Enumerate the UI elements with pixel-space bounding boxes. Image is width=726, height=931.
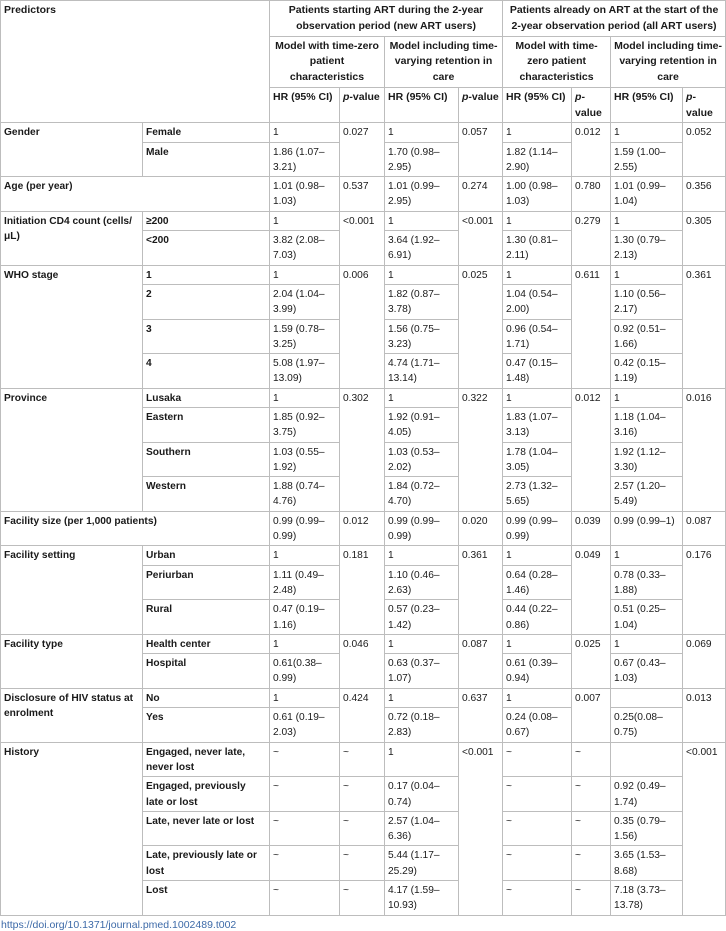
hr-cell: 0.61(0.38–0.99) [270, 654, 340, 689]
hr-cell: 3.64 (1.92–6.91) [385, 231, 459, 266]
hr-cell: 4.17 (1.59–10.93) [385, 881, 459, 916]
p-value-header: p-value [572, 87, 611, 123]
hr-cell: ~ [503, 846, 572, 881]
hr-cell: 1 [385, 388, 459, 407]
hr-cell: 1 [503, 688, 572, 707]
hr-cell: 1 [385, 211, 459, 230]
p-value-cell: 0.176 [683, 546, 726, 634]
p-value-cell: ~ [340, 777, 385, 812]
hr-cell: 0.17 (0.04–0.74) [385, 777, 459, 812]
hr-cell: 1 [270, 388, 340, 407]
predictor-cell: History [1, 742, 143, 915]
hr-cell: 0.51 (0.25–1.04) [611, 600, 683, 635]
category-cell: Female [143, 123, 270, 142]
hr-cell: 2.57 (1.20–5.49) [611, 477, 683, 512]
p-value-cell: ~ [572, 811, 611, 846]
hr-cell: 2.57 (1.04–6.36) [385, 811, 459, 846]
hr-cell: 1 [503, 546, 572, 565]
hr-cell: 1 [270, 546, 340, 565]
hr-cell: 1.83 (1.07–3.13) [503, 408, 572, 443]
p-value-cell: 0.012 [572, 123, 611, 177]
hr-cell: 0.72 (0.18–2.83) [385, 708, 459, 743]
predictor-cell: Initiation CD4 count (cells/μL) [1, 211, 143, 265]
hr-cell: 0.67 (0.43–1.03) [611, 654, 683, 689]
predictor-cell: Facility size (per 1,000 patients) [1, 511, 270, 546]
p-value-cell: 0.012 [340, 511, 385, 546]
table-row [1, 211, 726, 230]
category-cell: ≥200 [143, 211, 270, 230]
p-value-cell: 0.016 [683, 388, 726, 511]
hr-cell: 1.85 (0.92–3.75) [270, 408, 340, 443]
hr-cell: 1.59 (0.78–3.25) [270, 319, 340, 354]
hr-cell: 0.99 (0.99–0.99) [270, 511, 340, 546]
hr-cell: 0.47 (0.19–1.16) [270, 600, 340, 635]
hr-cell: 1 [270, 688, 340, 707]
category-cell: 3 [143, 319, 270, 354]
hr-cell: 1 [503, 265, 572, 284]
hr-cell: 1.11 (0.49–2.48) [270, 565, 340, 600]
p-value-cell: 0.027 [340, 123, 385, 177]
hr-cell: 1 [270, 211, 340, 230]
hr-cell: 1.86 (1.07–3.21) [270, 142, 340, 177]
hr-cell: 4.74 (1.71–13.14) [385, 354, 459, 389]
predictors-header: Predictors [1, 1, 270, 123]
hr-cell: 1.82 (1.14–2.90) [503, 142, 572, 177]
category-cell: Lusaka [143, 388, 270, 407]
hr-cell: 0.92 (0.49–1.74) [611, 777, 683, 812]
hr-cell: 1 [270, 123, 340, 142]
hr-header: HR (95% CI) [270, 87, 340, 123]
hr-cell: 1.88 (0.74–4.76) [270, 477, 340, 512]
hr-cell: 1.84 (0.72–4.70) [385, 477, 459, 512]
hr-cell: 1.10 (0.46–2.63) [385, 565, 459, 600]
hr-cell: 0.63 (0.37–1.07) [385, 654, 459, 689]
hr-cell: 1.30 (0.81–2.11) [503, 231, 572, 266]
hr-cell: 1 [611, 546, 683, 565]
hr-cell: 1 [385, 634, 459, 653]
p-value-cell: 0.087 [683, 511, 726, 546]
hr-cell: 0.57 (0.23–1.42) [385, 600, 459, 635]
p-value-cell: 0.424 [340, 688, 385, 742]
p-value-cell: ~ [340, 811, 385, 846]
p-value-cell: 0.057 [459, 123, 503, 177]
table-row [1, 742, 726, 777]
table-row [1, 388, 726, 407]
p-value-cell: ~ [340, 846, 385, 881]
p-value-cell: 0.361 [683, 265, 726, 388]
hr-cell: 0.61 (0.39–0.94) [503, 654, 572, 689]
category-cell: Rural [143, 600, 270, 635]
p-value-cell: <0.001 [459, 742, 503, 915]
p-value-header: p-value [459, 87, 503, 123]
hr-cell: 0.44 (0.22–0.86) [503, 600, 572, 635]
hr-cell [611, 742, 683, 777]
p-value-cell: 0.007 [572, 688, 611, 742]
p-value-cell: 0.361 [459, 546, 503, 634]
p-value-cell: 0.013 [683, 688, 726, 742]
hr-cell: 1.01 (0.98–1.03) [270, 177, 340, 212]
header-row-groups [1, 1, 726, 37]
p-value-cell: 0.025 [572, 634, 611, 688]
hr-cell: 1.01 (0.99–2.95) [385, 177, 459, 212]
hr-cell: 1 [270, 265, 340, 284]
hr-header: HR (95% CI) [503, 87, 572, 123]
hr-cell: 0.25(0.08–0.75) [611, 708, 683, 743]
p-value-cell: 0.039 [572, 511, 611, 546]
hr-cell: 1.18 (1.04–3.16) [611, 408, 683, 443]
hr-cell: 5.44 (1.17–25.29) [385, 846, 459, 881]
p-value-cell: 0.537 [340, 177, 385, 212]
p-value-cell: 0.305 [683, 211, 726, 265]
category-cell: 1 [143, 265, 270, 284]
p-value-cell: ~ [340, 742, 385, 777]
hr-cell: 1 [503, 123, 572, 142]
p-value-cell: 0.025 [459, 265, 503, 388]
hr-cell: 0.78 (0.33–1.88) [611, 565, 683, 600]
p-value-cell: 0.780 [572, 177, 611, 212]
hr-cell: 1.10 (0.56–2.17) [611, 284, 683, 319]
hr-cell: 2.73 (1.32–5.65) [503, 477, 572, 512]
hr-cell: 5.08 (1.97–13.09) [270, 354, 340, 389]
hr-cell: 0.99 (0.99–0.99) [503, 511, 572, 546]
p-value-header: p-value [683, 87, 726, 123]
predictor-cell: WHO stage [1, 265, 143, 388]
p-value-header: p-value [340, 87, 385, 123]
p-value-cell: ~ [572, 742, 611, 777]
predictor-cell: Gender [1, 123, 143, 177]
hr-cell: 0.47 (0.15–1.48) [503, 354, 572, 389]
category-cell: Western [143, 477, 270, 512]
table-row [1, 634, 726, 653]
hr-cell: 1.56 (0.75–3.23) [385, 319, 459, 354]
model-time-zero-header: Model with time-zero patient characteristics [503, 36, 611, 87]
all-art-users-header: Patients already on ART at the start of the 2-year observation period (all ART users) [503, 1, 726, 37]
hr-cell: 1 [611, 634, 683, 653]
p-value-cell: 0.069 [683, 634, 726, 688]
category-cell: Late, previously late or lost [143, 846, 270, 881]
hr-cell: 0.61 (0.19–2.03) [270, 708, 340, 743]
p-value-cell: ~ [340, 881, 385, 916]
predictor-cell: Facility setting [1, 546, 143, 634]
hr-cell: 1.82 (0.87–3.78) [385, 284, 459, 319]
hr-cell: 7.18 (3.73–13.78) [611, 881, 683, 916]
hr-cell: 1.92 (1.12–3.30) [611, 442, 683, 477]
doi-link[interactable]: https://doi.org/10.1371/journal.pmed.1002489.t002 [1, 918, 237, 931]
table-row [1, 511, 726, 546]
hr-cell: 1.03 (0.53–2.02) [385, 442, 459, 477]
category-cell: Late, never late or lost [143, 811, 270, 846]
hr-cell: 1.01 (0.99–1.04) [611, 177, 683, 212]
hr-cell: 1 [270, 634, 340, 653]
table-row [1, 177, 726, 212]
hr-cell: ~ [270, 777, 340, 812]
hr-cell: 0.42 (0.15–1.19) [611, 354, 683, 389]
category-cell: Periurban [143, 565, 270, 600]
category-cell: Engaged, previously late or lost [143, 777, 270, 812]
predictor-cell: Province [1, 388, 143, 511]
hr-cell: ~ [503, 881, 572, 916]
p-value-cell: 0.279 [572, 211, 611, 265]
hr-cell: 1.30 (0.79–2.13) [611, 231, 683, 266]
hr-cell: 1 [503, 211, 572, 230]
hr-cell: 1 [385, 546, 459, 565]
table-row [1, 123, 726, 142]
hr-cell: ~ [503, 811, 572, 846]
p-value-cell: 0.302 [340, 388, 385, 511]
p-value-cell: 0.181 [340, 546, 385, 634]
hr-cell: 1.59 (1.00–2.55) [611, 142, 683, 177]
hr-cell: 2.04 (1.04–3.99) [270, 284, 340, 319]
hr-cell: 1 [385, 742, 459, 777]
hr-cell: 0.35 (0.79–1.56) [611, 811, 683, 846]
hr-cell [611, 688, 683, 707]
hr-cell: 0.92 (0.51–1.66) [611, 319, 683, 354]
table-row [1, 265, 726, 284]
hr-cell: 1 [385, 688, 459, 707]
hr-cell: 0.96 (0.54–1.71) [503, 319, 572, 354]
category-cell: 2 [143, 284, 270, 319]
hr-cell: ~ [270, 811, 340, 846]
p-value-cell: 0.006 [340, 265, 385, 388]
hr-cell: 1 [385, 265, 459, 284]
category-cell: Eastern [143, 408, 270, 443]
p-value-cell: 0.049 [572, 546, 611, 634]
hr-cell: 1.92 (0.91–4.05) [385, 408, 459, 443]
p-value-cell: ~ [572, 846, 611, 881]
p-value-cell: <0.001 [683, 742, 726, 915]
p-value-cell: 0.020 [459, 511, 503, 546]
hr-cell: ~ [503, 777, 572, 812]
predictor-cell: Disclosure of HIV status at enrolment [1, 688, 143, 742]
hr-header: HR (95% CI) [385, 87, 459, 123]
hr-cell: 1.04 (0.54–2.00) [503, 284, 572, 319]
predictor-cell: Facility type [1, 634, 143, 688]
hr-cell: 1 [385, 123, 459, 142]
category-cell: <200 [143, 231, 270, 266]
p-value-cell: <0.001 [459, 211, 503, 265]
hr-cell: 1 [611, 388, 683, 407]
p-value-cell: 0.274 [459, 177, 503, 212]
hr-cell: 1 [503, 388, 572, 407]
hr-cell: 1 [503, 634, 572, 653]
hr-header: HR (95% CI) [611, 87, 683, 123]
category-cell: Engaged, never late, never lost [143, 742, 270, 777]
p-value-cell: 0.052 [683, 123, 726, 177]
table-row [1, 688, 726, 707]
p-value-cell: 0.637 [459, 688, 503, 742]
category-cell: 4 [143, 354, 270, 389]
category-cell: Hospital [143, 654, 270, 689]
hr-cell: ~ [270, 742, 340, 777]
hr-cell: 1 [611, 123, 683, 142]
hr-cell: 0.99 (0.99–1) [611, 511, 683, 546]
hr-cell: 0.24 (0.08–0.67) [503, 708, 572, 743]
p-value-cell: 0.322 [459, 388, 503, 511]
predictor-cell: Age (per year) [1, 177, 270, 212]
hr-cell: 1.78 (1.04–3.05) [503, 442, 572, 477]
category-cell: Health center [143, 634, 270, 653]
p-value-cell: ~ [572, 881, 611, 916]
table-row [1, 546, 726, 565]
p-value-cell: ~ [572, 777, 611, 812]
hr-cell: ~ [503, 742, 572, 777]
p-value-cell: <0.001 [340, 211, 385, 265]
hr-cell: 1.70 (0.98–2.95) [385, 142, 459, 177]
hr-cell: 1 [611, 265, 683, 284]
model-time-varying-header: Model including time-varying retention in care [611, 36, 726, 87]
hr-cell: 3.65 (1.53–8.68) [611, 846, 683, 881]
hr-cell: 0.64 (0.28–1.46) [503, 565, 572, 600]
hr-cell: 1 [611, 211, 683, 230]
category-cell: Yes [143, 708, 270, 743]
model-time-zero-header: Model with time-zero patient characteristics [270, 36, 385, 87]
category-cell: Lost [143, 881, 270, 916]
p-value-cell: 0.611 [572, 265, 611, 388]
p-value-cell: 0.012 [572, 388, 611, 511]
category-cell: Urban [143, 546, 270, 565]
category-cell: No [143, 688, 270, 707]
p-value-cell: 0.046 [340, 634, 385, 688]
hr-cell: 3.82 (2.08–7.03) [270, 231, 340, 266]
hr-cell: ~ [270, 881, 340, 916]
category-cell: Male [143, 142, 270, 177]
p-value-cell: 0.356 [683, 177, 726, 212]
p-value-cell: 0.087 [459, 634, 503, 688]
new-art-users-header: Patients starting ART during the 2-year observation period (new ART users) [270, 1, 503, 37]
hr-cell: 1.03 (0.55–1.92) [270, 442, 340, 477]
hr-cell: 0.99 (0.99–0.99) [385, 511, 459, 546]
hr-cell: ~ [270, 846, 340, 881]
category-cell: Southern [143, 442, 270, 477]
model-time-varying-header: Model including time-varying retention in care [385, 36, 503, 87]
hr-cell: 1.00 (0.98–1.03) [503, 177, 572, 212]
